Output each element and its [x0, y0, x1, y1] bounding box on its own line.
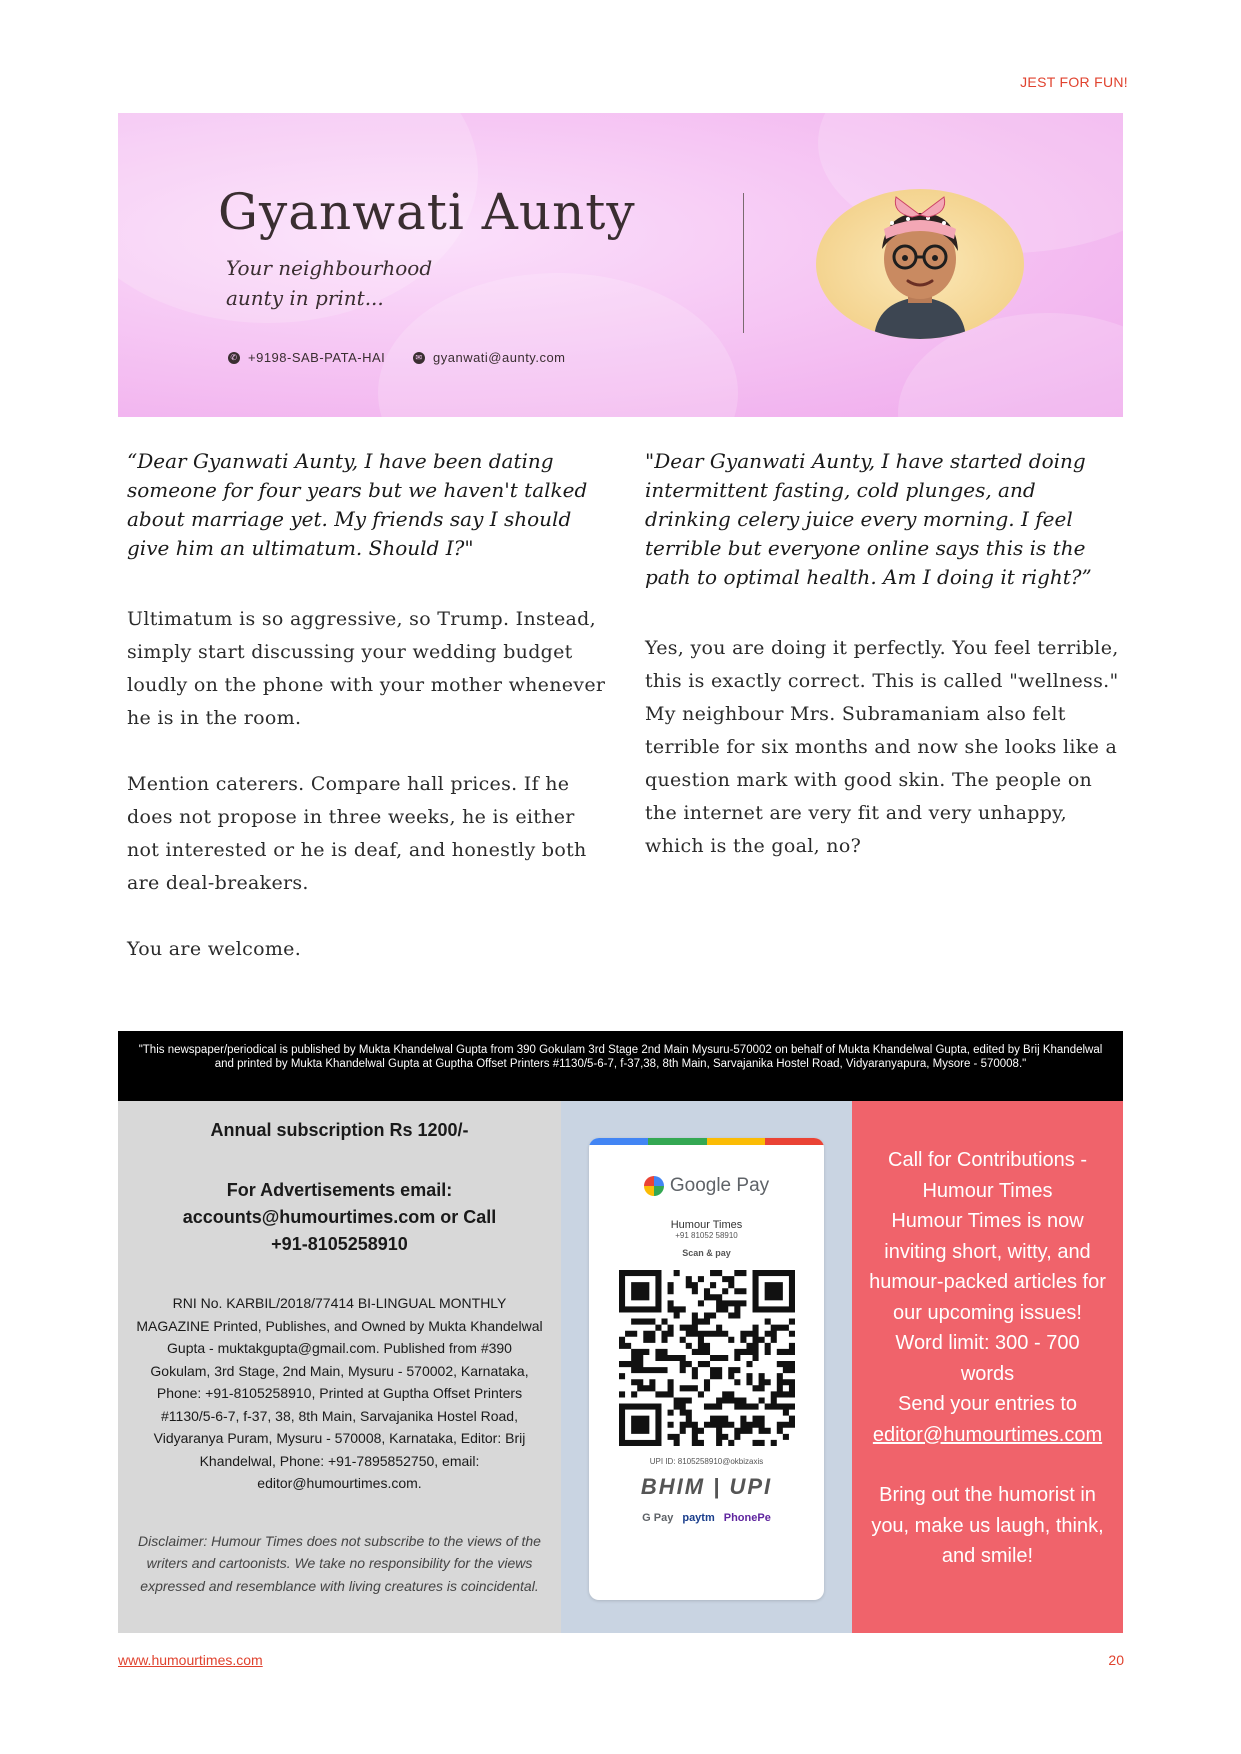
upi-qr-code[interactable] — [619, 1270, 795, 1446]
rni-details: RNI No. KARBIL/2018/77414 BI-LINGUAL MONTHLY MAGAZINE Printed, Publishes, and Owned by Mukta Khandelwal Gupta - muktakgupta@gmail.com. Published from #390 Gokulam, 3rd Stage, 2nd Main, Mysuru - 570002, Karnataka, Phone: +91-8105258910, Printed at Guptha Offset Printers #1130/5-6-7, f-37, 38, 8th Main, Sarvajanika Hostel Road, Vidyaranya Puram, Mysuru - 570008, Karnataka, Editor: Brij Khandelwal, Phone: +91-7895852750, email: editor@humourtimes.com. — [136, 1295, 543, 1491]
banner-divider — [743, 193, 744, 333]
ads-heading: For Advertisements email: — [226, 1180, 453, 1200]
section-tag: JEST FOR FUN! — [1020, 74, 1128, 90]
phonepe-app-label: PhonePe — [723, 1512, 771, 1524]
payment-apps — [589, 1512, 824, 1524]
editor-email-link[interactable]: editor@humourtimes.com — [872, 1423, 1103, 1446]
letter-question: “Dear Gyanwati Aunty, I have been dating someone for four years but we haven't talked about marriage yet. My friends say I should give him an ultimatum. Should I?" — [127, 449, 588, 560]
column-left — [127, 447, 607, 966]
payee-name: Humour Times — [670, 1219, 743, 1231]
google-pay-logo: Google Pay — [589, 1175, 824, 1197]
ads-phone: +91-8105258910 — [271, 1234, 408, 1254]
annual-subscription: Annual subscription Rs 1200/- — [210, 1120, 469, 1140]
phone-icon: ✆ — [228, 352, 240, 364]
website-link[interactable]: www.humourtimes.com — [118, 1652, 263, 1668]
publication-notice: "This newspaper/periodical is published by Mukta Khandelwal Gupta from 390 Gokulam 3rd Stage 2nd Main Mysuru-570002 on behalf of Mukta Khandelwal Gupta, edited by Brij Khandelwal and printed by Mukta Khandelwal Gupta at Guptha Offset Printers #1130/5-6-7, f-37,38, 8th Main, Sarvajanika Hostel Road, Vidyaranyapura, Mysore - 570008." — [118, 1031, 1123, 1101]
aunty-answer: Mention caterers. Compare hall prices. If he does not propose in three weeks, he is either not interested or he is deaf, and honestly both are deal-breakers. — [127, 773, 587, 894]
aunty-answer: Yes, you are doing it perfectly. You feel terrible, this is exactly correct. This is called "wellness." My neighbour Mrs. Subramaniam also felt terrible for six months and now she looks like a question mark with good skin. The people on the internet are very fit and very unhappy, which is the goal, no? — [645, 637, 1119, 857]
banner-tagline: Your neighbourhood aunty in print... — [226, 256, 433, 310]
send-entries: Send your entries to — [898, 1393, 1077, 1415]
scan-label: Scan & pay — [682, 1248, 731, 1258]
bhim-upi-logo: BHIM | UPI — [640, 1474, 773, 1499]
letter-question: "Dear Gyanwati Aunty, I have started doing intermittent fasting, cold plunges, and drinking celery juice every morning. I feel terrible but everyone online says this is the path to optimal health. Am I doing it right?” — [645, 449, 1092, 589]
payee-phone: +91 81052 58910 — [675, 1231, 738, 1240]
payment-panel — [561, 1101, 852, 1633]
gpay-app-label: G Pay — [642, 1512, 674, 1524]
paytm-app-label: paytm — [682, 1512, 715, 1524]
contributions-heading: Call for Contributions - Humour Times — [888, 1149, 1087, 1202]
google-pay-icon — [644, 1176, 664, 1196]
banner-phone: ✆ +9198-SAB-PATA-HAI — [228, 350, 385, 365]
banner-title: Gyanwati Aunty — [218, 183, 636, 241]
mail-icon: ✉ — [413, 352, 425, 364]
page-number: 20 — [1108, 1652, 1124, 1668]
word-limit: Word limit: 300 - 700 words — [895, 1332, 1080, 1385]
column-banner — [118, 113, 1123, 417]
aunty-signoff: You are welcome. — [127, 938, 302, 960]
contributions-closing: Bring out the humorist in you, make us laugh, think, and smile! — [871, 1484, 1104, 1567]
gpay-color-bar — [589, 1138, 824, 1145]
contributions-panel — [852, 1101, 1123, 1633]
aunty-avatar — [816, 189, 1024, 339]
google-pay-card — [589, 1138, 824, 1600]
column-right — [645, 447, 1120, 863]
subscription-panel — [118, 1101, 561, 1633]
ads-contact: accounts@humourtimes.com or Call — [182, 1207, 497, 1227]
contributions-body: Humour Times is now inviting short, witty, and humour-packed articles for our upcoming issues! — [869, 1210, 1106, 1324]
disclaimer: Disclaimer: Humour Times does not subscribe to the views of the writers and cartoonists. We take no responsibility for the views expressed and resemblance with living creatures is coincidental. — [138, 1532, 541, 1594]
upi-id: UPI ID: 8105258910@okbizaxis — [649, 1457, 764, 1466]
aunty-answer: Ultimatum is so aggressive, so Trump. Instead, simply start discussing your wedding budget loudly on the phone with your mother whenever he is in the room. — [127, 608, 606, 729]
banner-email: ✉ gyanwati@aunty.com — [413, 350, 566, 365]
